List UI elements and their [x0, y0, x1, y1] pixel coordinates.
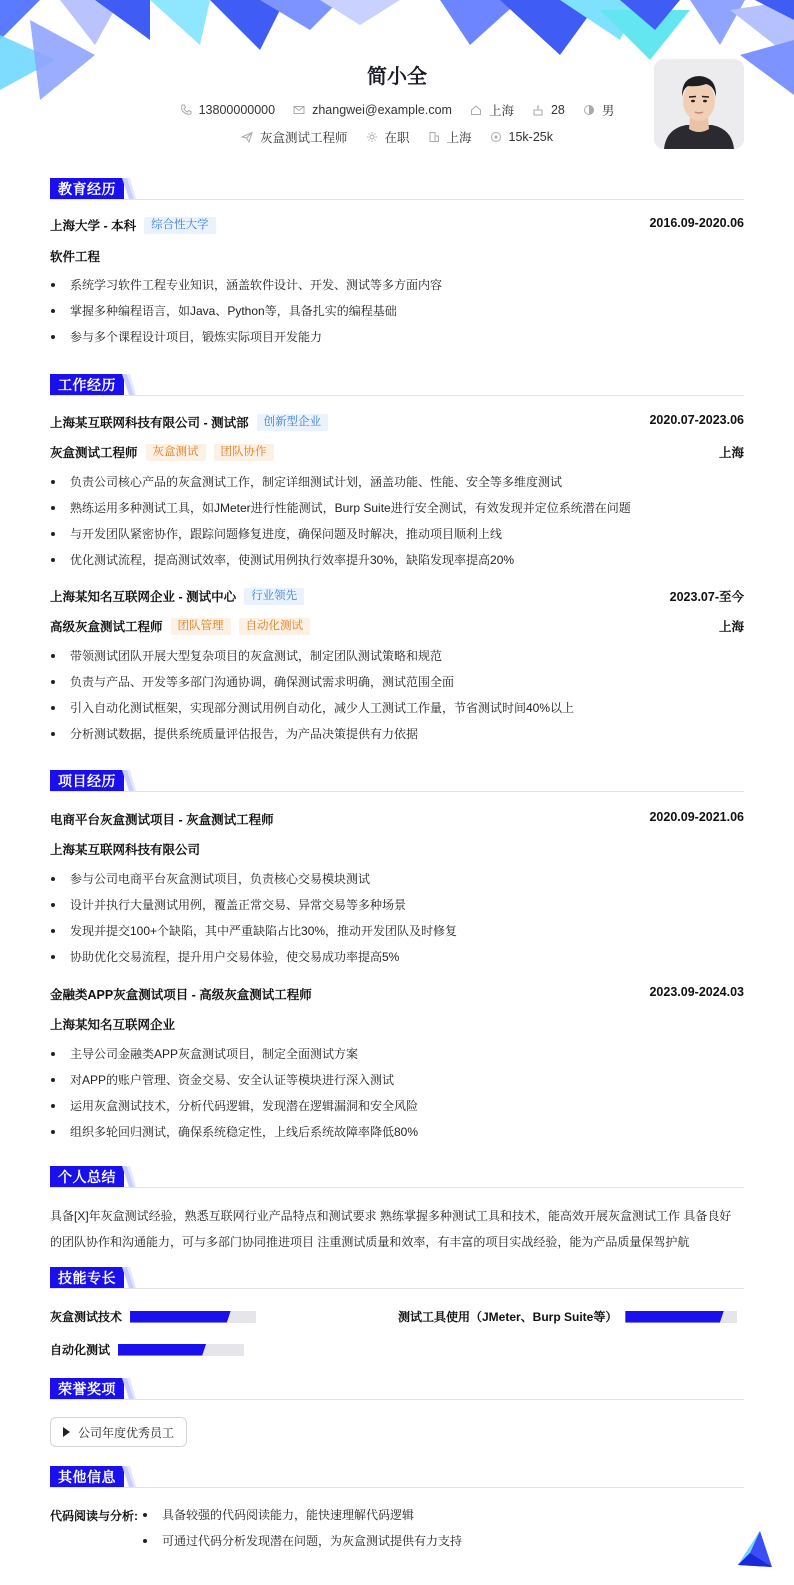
location-text: 上海	[488, 104, 514, 118]
status-gear-icon	[366, 131, 378, 143]
awards-header	[50, 1376, 744, 1400]
list-item: 具备较强的代码阅读能力，能快速理解代码逻辑	[142, 1506, 742, 1532]
list-item: 对APP的账户管理、资金交易、安全认证等模块进行深入测试	[50, 1071, 744, 1097]
education-date: 2016.09-2020.06	[649, 216, 744, 230]
paper-plane-icon	[241, 131, 253, 143]
other-section	[50, 1464, 744, 1488]
job-date: 2023.07-至今	[669, 590, 744, 604]
list-item: 组织多轮回归测试，确保系统稳定性，上线后系统故障率降低80%	[50, 1123, 744, 1149]
list-item: 设计并执行大量测试用例，覆盖正常交易、异常交易等多种场景	[50, 896, 744, 922]
summary-text	[50, 1203, 744, 1255]
list-item: 发现并提交100+个缺陷，其中严重缺陷占比30%，推动开发团队及时修复	[50, 922, 744, 948]
role-tag: 自动化测试	[239, 618, 311, 635]
list-item: 协助优化交易流程，提升用户交易体验，使交易成功率提高5%	[50, 948, 744, 974]
work-header	[50, 372, 744, 396]
company-tag: 行业领先	[244, 588, 304, 605]
profile-photo	[654, 59, 744, 149]
list-item: 负责公司核心产品的灰盒测试工作，制定详细测试计划，涵盖功能、性能、安全等多维度测试	[50, 473, 744, 499]
skill-level-bar	[118, 1344, 244, 1356]
role-tag: 灰盒测试	[146, 444, 206, 461]
project-1-title-row	[50, 810, 744, 828]
position-item	[241, 128, 348, 146]
skill-level-bar	[625, 1311, 737, 1323]
list-item: 主导公司金融类APP灰盒测试项目，制定全面测试方案	[50, 1045, 744, 1071]
project-2-title-row	[50, 985, 744, 1003]
project-name: 电商平台灰盒测试项目 - 灰盒测试工程师	[50, 813, 274, 827]
gender-item	[583, 101, 615, 119]
skill-name: 灰盒测试技术	[50, 1310, 123, 1324]
title-tail-decoration	[122, 1267, 136, 1288]
skill-level-fill	[625, 1311, 724, 1323]
list-item: 可通过代码分析发现潜在问题，为灰盒测试提供有力支持	[142, 1532, 742, 1558]
job-city: 上海	[718, 446, 744, 460]
job-2-company-row	[50, 587, 744, 605]
play-triangle-icon	[63, 1427, 70, 1437]
project-company: 上海某互联网科技有限公司	[50, 843, 201, 857]
education-section	[50, 176, 744, 200]
list-item: 引入自动化测试框架，实现部分测试用例自动化，减少人工测试工作量，节省测试时间40%以上	[50, 699, 744, 725]
work-section	[50, 372, 744, 396]
email-item	[293, 103, 452, 117]
salary-text: 15k-25k	[508, 130, 554, 144]
job-2-bullets	[50, 647, 744, 751]
list-item: 熟练运用多种测试工具，如JMeter进行性能测试，Burp Suite进行安全测试，有效发现并定位系统潜在问题	[50, 499, 744, 525]
education-bullets	[50, 276, 744, 354]
other-header	[50, 1464, 744, 1488]
school-tag: 综合性大学	[144, 217, 216, 234]
title-tail-decoration	[122, 178, 136, 199]
home-icon	[470, 104, 482, 116]
major-row	[50, 247, 744, 265]
project-date: 2020.09-2021.06	[649, 810, 744, 824]
skills-section	[50, 1265, 744, 1289]
candidate-name: 简小全	[367, 66, 427, 88]
skill-item	[398, 1308, 737, 1325]
skill-level-bar	[130, 1311, 256, 1323]
target-city-text: 上海	[446, 131, 472, 145]
section-title: 教育经历	[50, 178, 124, 199]
summary-header	[50, 1164, 744, 1188]
project-1-bullets	[50, 870, 744, 974]
location-item	[470, 101, 514, 119]
awards-section	[50, 1376, 744, 1400]
skill-level-fill	[130, 1311, 231, 1323]
list-item: 系统学习软件工程专业知识，涵盖软件设计、开发、测试等多方面内容	[50, 276, 744, 302]
section-title: 技能专长	[50, 1267, 124, 1288]
age-text: 28	[550, 103, 565, 117]
job-1-role-row	[50, 443, 744, 461]
status-item	[366, 128, 410, 146]
job-1-bullets	[50, 473, 744, 577]
projects-section	[50, 768, 744, 792]
position-text: 灰盒测试工程师	[259, 131, 348, 145]
phone-item	[180, 103, 275, 117]
phone-text: 13800000000	[198, 103, 276, 117]
list-item: 负责与产品、开发等多部门沟通协调，确保测试需求明确，测试范围全面	[50, 673, 744, 699]
education-entry-row	[50, 216, 744, 234]
job-city: 上海	[718, 620, 744, 634]
email-icon	[293, 104, 305, 116]
other-label: 代码阅读与分析:	[50, 1509, 138, 1523]
skill-name: 自动化测试	[50, 1343, 111, 1357]
company-name: 上海某互联网科技有限公司 - 测试部	[50, 416, 249, 430]
projects-header	[50, 768, 744, 792]
education-header	[50, 176, 744, 200]
role-tag: 团队管理	[171, 618, 231, 635]
skill-name: 测试工具使用（JMeter、Burp Suite等）	[398, 1310, 618, 1324]
role-name: 灰盒测试工程师	[50, 446, 138, 460]
email-text: zhangwei@example.com	[312, 103, 452, 117]
project-date: 2023.09-2024.03	[649, 985, 744, 999]
gender-icon	[583, 104, 595, 116]
section-title: 项目经历	[50, 770, 124, 791]
list-item: 与开发团队紧密协作，跟踪问题修复进度，确保问题及时解决，推动项目顺利上线	[50, 525, 744, 551]
age-item	[532, 103, 565, 117]
list-item: 优化测试流程，提高测试效率，使测试用例执行效率提升30%，缺陷发现率提高20%	[50, 551, 744, 577]
gender-text: 男	[601, 104, 615, 118]
company-name: 上海某知名互联网企业 - 测试中心	[50, 590, 237, 604]
title-tail-decoration	[122, 1466, 136, 1487]
school-name: 上海大学 - 本科	[50, 219, 137, 233]
company-tag: 创新型企业	[257, 414, 329, 431]
avatar-portrait	[654, 59, 744, 149]
summary-line: 具备[X]年灰盒测试经验，熟悉互联网行业产品特点和测试要求 熟练掌握多种测试工具和技术，能高效开展灰盒测试工作 具备良好	[50, 1209, 732, 1223]
title-tail-decoration	[122, 770, 136, 791]
list-item: 运用灰盒测试技术，分析代码逻辑，发现潜在逻辑漏洞和安全风险	[50, 1097, 744, 1123]
building-icon	[428, 131, 440, 143]
skill-item	[50, 1308, 256, 1325]
age-icon	[532, 104, 544, 116]
project-1-company-row	[50, 840, 744, 858]
salary-item	[490, 130, 553, 144]
project-2-company-row	[50, 1015, 744, 1033]
title-tail-decoration	[122, 374, 136, 395]
skill-level-fill	[118, 1344, 206, 1356]
major-name: 软件工程	[50, 250, 101, 264]
list-item: 带领测试团队开展大型复杂项目的灰盒测试，制定团队测试策略和规范	[50, 647, 744, 673]
section-title: 荣誉奖项	[50, 1378, 124, 1399]
project-name: 金融类APP灰盒测试项目 - 高级灰盒测试工程师	[50, 988, 312, 1002]
award-name: 公司年度优秀员工	[78, 1425, 175, 1440]
title-tail-decoration	[122, 1166, 136, 1187]
skill-item	[50, 1341, 244, 1358]
other-bullets	[142, 1506, 742, 1558]
skills-header	[50, 1265, 744, 1289]
education-entry	[50, 216, 744, 234]
award-chip	[50, 1417, 187, 1447]
project-company: 上海某知名互联网企业	[50, 1018, 176, 1032]
job-1-company-row	[50, 413, 744, 431]
section-title: 个人总结	[50, 1166, 124, 1187]
target-city-item	[428, 128, 472, 146]
section-title: 其他信息	[50, 1466, 124, 1487]
salary-icon	[490, 131, 502, 143]
section-title: 工作经历	[50, 374, 124, 395]
role-tag: 团队协作	[214, 444, 274, 461]
status-text: 在职	[384, 131, 410, 145]
list-item: 分析测试数据，提供系统质量评估报告，为产品决策提供有力依据	[50, 725, 744, 751]
list-item: 参与公司电商平台灰盒测试项目，负责核心交易模块测试	[50, 870, 744, 896]
list-item: 掌握多种编程语言，如Java、Python等，具备扎实的编程基础	[50, 302, 744, 328]
project-2-bullets	[50, 1045, 744, 1149]
summary-section	[50, 1164, 744, 1188]
summary-line: 的团队协作和沟通能力，可与多部门协同推进项目 注重测试质量和效率，有丰富的项目实战经验，能为产品质量保驾护航	[50, 1235, 690, 1249]
list-item: 参与多个课程设计项目，锻炼实际项目开发能力	[50, 328, 744, 354]
title-tail-decoration	[122, 1378, 136, 1399]
job-2-role-row	[50, 617, 744, 635]
phone-icon	[180, 104, 192, 116]
role-name: 高级灰盒测试工程师	[50, 620, 163, 634]
job-date: 2020.07-2023.06	[649, 413, 744, 427]
